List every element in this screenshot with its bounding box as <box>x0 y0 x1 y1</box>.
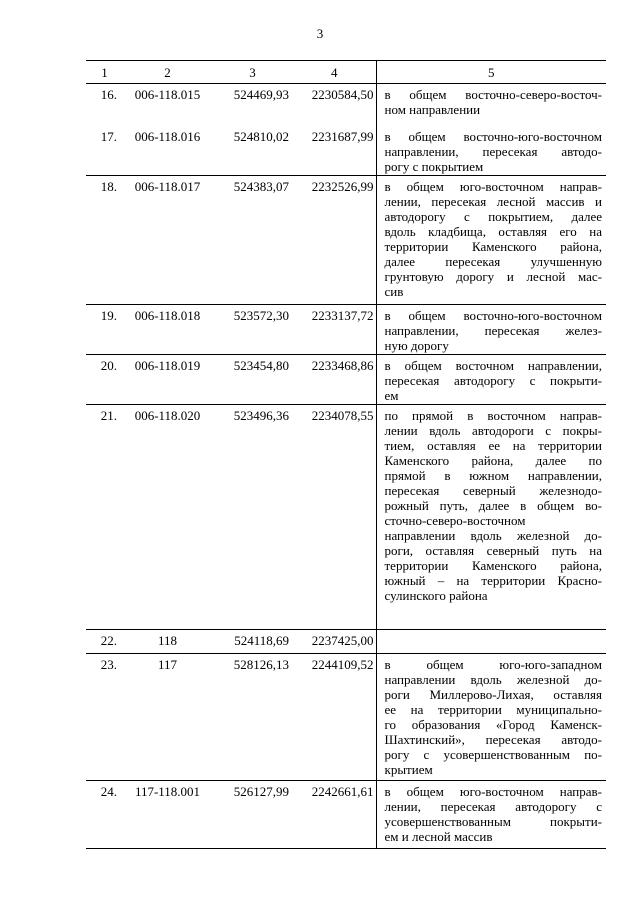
boundary-description <box>376 630 606 654</box>
header-col-1: 1 <box>86 61 123 84</box>
row-number: 19. <box>86 305 123 355</box>
description-line: сив <box>384 284 404 299</box>
description-line: направлении вдоль железной до- <box>384 672 602 687</box>
coordinate-y: 2237425,00 <box>293 630 376 654</box>
coordinate-y: 2233137,72 <box>293 305 376 355</box>
table-row <box>86 176 606 305</box>
description-line: в общем восточном направлении, <box>384 358 602 373</box>
boundary-description <box>376 176 606 305</box>
table-row <box>86 355 606 405</box>
description-line: ее на территории муниципально- <box>384 702 602 717</box>
description-line: территории Каменского района, <box>384 558 602 573</box>
point-code: 006-118.015 <box>134 87 201 102</box>
row-number: 24. <box>86 781 123 849</box>
point-code: 118 <box>123 630 212 654</box>
coordinate-y: 2231687,99 <box>293 126 376 176</box>
page-number: 3 <box>316 26 324 41</box>
point-code: 006-118.017 <box>123 176 212 305</box>
coordinate-y: 2244109,52 <box>293 654 376 781</box>
coordinate-x: 523454,80 <box>212 355 293 405</box>
point-code: 006-118.016 <box>123 126 212 176</box>
table-row <box>86 84 606 126</box>
row-number: 22. <box>86 630 123 654</box>
description-line: автодорогу с покрытием, далее <box>384 209 602 224</box>
description-line: грунтовую дорогу и лесной мас- <box>384 269 602 284</box>
coordinate-y: 2232526,99 <box>293 176 376 305</box>
row-number: 21. <box>86 405 123 630</box>
coordinate-x: 524118,69 <box>212 630 293 654</box>
description-line: в общем юго-юго-западном <box>384 657 602 672</box>
table-row <box>86 654 606 781</box>
description-line: ем и лесной массив <box>384 829 493 844</box>
description-line: роги, оставляя северный путь на <box>384 543 602 558</box>
coordinate-y: 2230584,50 <box>311 87 374 102</box>
boundary-description <box>376 405 606 630</box>
boundary-description <box>376 355 606 405</box>
point-code: 117-118.001 <box>123 781 212 849</box>
description-line: тием, оставляя ее на территории <box>384 438 602 453</box>
boundary-description <box>376 654 606 781</box>
description-line: Шахтинский», пересекая автодо- <box>384 732 602 747</box>
description-line: ную дорогу <box>384 338 449 353</box>
table-row <box>86 305 606 355</box>
description-line: ном направлении <box>384 102 481 117</box>
description-line: вдоль кладбища, оставляя его на <box>384 224 602 239</box>
description-line: крытием <box>384 762 433 777</box>
point-code: 117 <box>123 654 212 781</box>
description-line: рожный путь, далее в общем во- <box>384 498 602 513</box>
description-line: Каменского района, далее по <box>384 453 602 468</box>
table-row <box>86 781 606 849</box>
header-col-4: 4 <box>293 61 376 84</box>
description-line: в общем восточно-северо-восточ- <box>384 87 602 102</box>
point-code: 006-118.018 <box>123 305 212 355</box>
description-line: сулинского района <box>384 588 488 603</box>
header-col-2: 2 <box>123 61 212 84</box>
header-col-3: 3 <box>212 61 293 84</box>
description-line: направлении, пересекая автодо- <box>384 143 602 159</box>
description-line: в общем восточно-юго-восточном <box>384 308 602 323</box>
coordinate-x: 524469,93 <box>233 87 289 102</box>
description-line: южный – на территории Красно- <box>384 573 602 588</box>
coordinate-y: 2233468,86 <box>293 355 376 405</box>
row-number: 16. <box>100 87 117 102</box>
description-line: по прямой в восточном направ- <box>384 408 602 423</box>
description-line: рогу с покрытием <box>384 158 484 174</box>
description-line: усовершенствованным покрыти- <box>384 814 602 829</box>
description-line: роги Миллерово-Лихая, оставляя <box>384 687 602 702</box>
description-line: направлении вдоль железной до- <box>384 528 602 543</box>
description-line: далее пересекая улучшенную <box>384 254 602 269</box>
coordinate-x: 528126,13 <box>212 654 293 781</box>
description-line: пересекая северный железнодо- <box>384 483 602 498</box>
table-row <box>86 126 606 176</box>
description-line: лении вдоль автодороги с покры- <box>384 423 602 438</box>
description-line: сточно-северо-восточном <box>384 513 526 528</box>
boundary-points-table <box>86 60 606 849</box>
coordinate-y: 2242661,61 <box>293 781 376 849</box>
description-line: ем <box>384 388 399 403</box>
description-line: го образования «Город Каменск- <box>384 717 602 732</box>
table-body <box>86 84 606 849</box>
description-line: лении, пересекая лесной массив и <box>384 194 602 209</box>
description-line: прямой в южном направлении, <box>384 468 602 483</box>
description-line: в общем восточно-юго-восточном <box>384 128 602 144</box>
coordinate-x: 524383,07 <box>212 176 293 305</box>
description-line: территории Каменского района, <box>384 239 602 254</box>
table-row <box>86 630 606 654</box>
row-number: 23. <box>86 654 123 781</box>
coordinate-x: 523572,30 <box>212 305 293 355</box>
row-number: 17. <box>86 126 123 176</box>
boundary-description <box>376 305 606 355</box>
description-line: лении, пересекая автодорогу с <box>384 799 602 814</box>
description-line: рогу с усовершенствованным по- <box>384 747 602 762</box>
table-header-row <box>86 61 606 84</box>
boundary-description <box>376 781 606 849</box>
coordinate-x: 524810,02 <box>212 126 293 176</box>
boundary-description <box>376 126 606 176</box>
coordinate-x: 523496,36 <box>212 405 293 630</box>
row-number: 18. <box>86 176 123 305</box>
point-code: 006-118.019 <box>123 355 212 405</box>
table-row <box>86 405 606 630</box>
coordinate-y: 2234078,55 <box>293 405 376 630</box>
row-number: 20. <box>86 355 123 405</box>
description-line: направлении, пересекая желез- <box>384 323 602 338</box>
header-col-5: 5 <box>376 61 606 84</box>
point-code: 006-118.020 <box>123 405 212 630</box>
description-line: в общем юго-восточном направ- <box>384 784 602 799</box>
coordinate-x: 526127,99 <box>212 781 293 849</box>
boundary-description <box>376 84 606 126</box>
description-line: в общем юго-восточном направ- <box>384 179 602 194</box>
description-line: пересекая автодорогу с покрыти- <box>384 373 602 388</box>
